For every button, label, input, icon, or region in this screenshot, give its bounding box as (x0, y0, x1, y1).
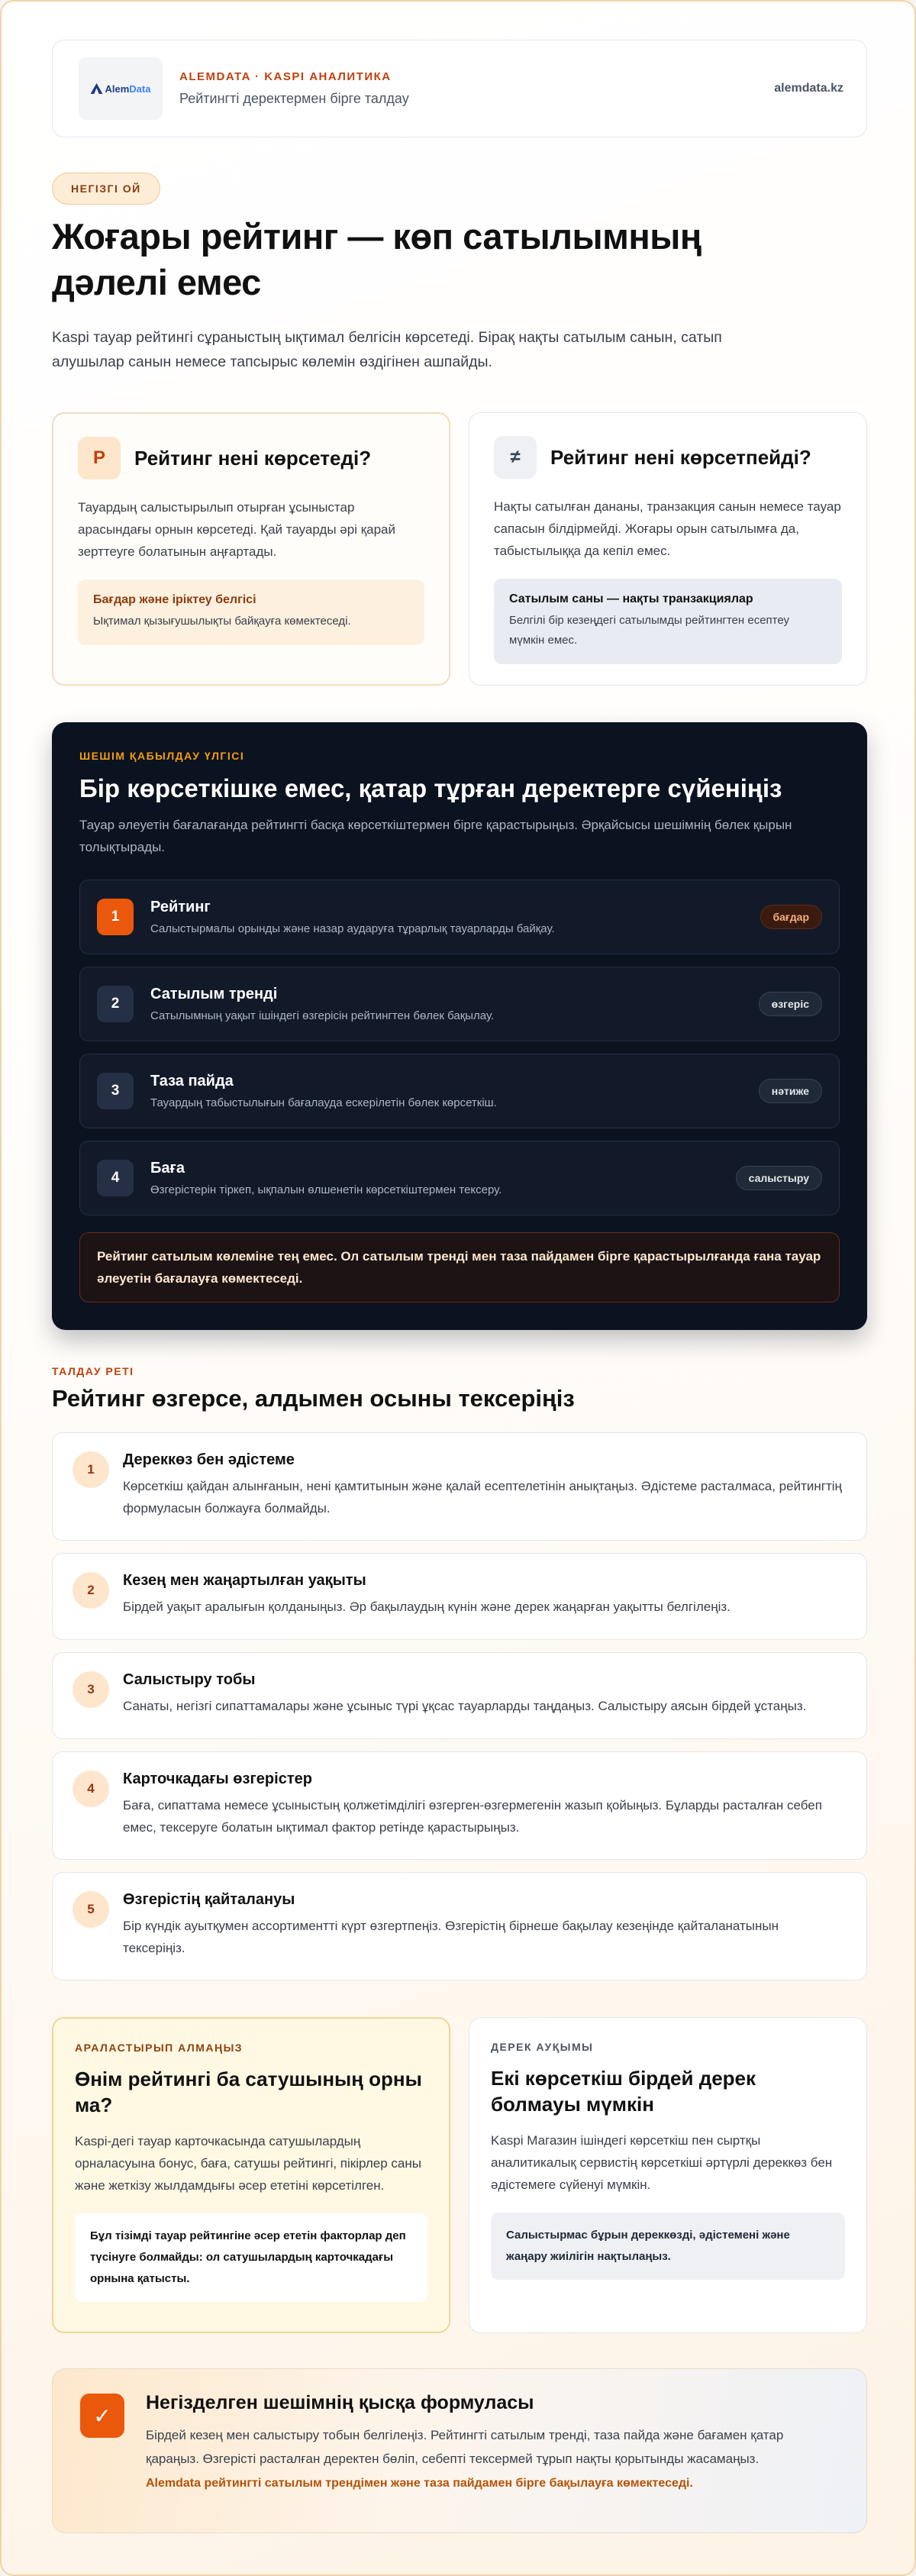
card-rating-not-shows (469, 412, 867, 686)
card-text: Тауардың салыстырылып отырған ұсыныстар арасындағы орнын көрсетеді. Қай тауарды әрі қарай зерттеуге болатынын аңғартады. (78, 500, 396, 559)
decision-title: Бір көрсеткішке емес, қатар тұрған деректерге сүйеніңіз (79, 774, 782, 802)
row-title: Баға (150, 1160, 185, 1177)
item-text: Көрсеткіш қайдан алынғанын, нені қамтитынын және қалай есептелетінін анықтаңыз. Әдістеме расталмаса, рейтингтің формуласын болжауға болмайды. (123, 1479, 842, 1516)
card-title: Рейтинг нені көрсетеді? (134, 446, 372, 470)
card-note-title: Сатылым саны — нақты транзакциялар (509, 592, 753, 605)
item-text: Бір күндік ауытқумен ассортиментті күрт өзгертпеңіз. Өзгерістің бірнеше бақылау кезеңінде қайталанатынын тексеріңіз. (123, 1919, 779, 1955)
decision-text: Тауар әлеуетін бағалағанда рейтингті басқа көрсеткіштермен бірге қарастырыңыз. Әрқайсысы шешімнің бөлек қырын толықтырады. (79, 818, 792, 854)
decision-row-sales-trend (79, 967, 840, 1041)
header (52, 40, 867, 137)
item-text: Баға, сипаттама немесе ұсыныстың қолжетімділігі өзгерген-өзгермегенін жазып қойыңыз. Бұларды расталған себеп емес, тексеруге болатын ықтимал фактор ретінде қарастырыңыз. (123, 1798, 822, 1835)
not-equal-icon: ≠ (494, 436, 537, 479)
card-rating-shows (52, 412, 450, 686)
card-text: Нақты сатылған дананы, транзакция санын немесе тауар сапасын білдірмейді. Жоғары орын сатылымға да, табыстылыққа да кепіл емес. (494, 499, 841, 558)
row-tag: бағдар (760, 905, 823, 929)
item-number: 3 (73, 1671, 109, 1708)
hero-pill: НЕГІЗГІ ОЙ (52, 173, 160, 205)
logo-text: AlemData (105, 82, 151, 95)
checklist-title: Рейтинг өзгерсе, алдымен осыны тексеріңіз (52, 1385, 575, 1412)
card-note: Салыстырмас бұрын дереккөзді, әдістемені және жаңару жиілігін нақтылаңыз. (491, 2213, 845, 2280)
checklist-item-comparison-group (52, 1652, 867, 1739)
row-subtitle: Салыстырмалы орынды және назар аударуға тұрарлық тауарларды байқау. (150, 922, 555, 935)
header-subtitle: Рейтингті деректермен бірге талдау (179, 91, 409, 106)
card-text: Kaspi-дегі тауар карточкасында сатушылардың орналасуына бонус, баға, сатушы рейтингі, пікірлер саны және жеткізу жылдамдығы әсер ететіні көрсетілген. (75, 2134, 421, 2193)
card-title: Рейтинг нені көрсетпейді? (550, 445, 811, 469)
row-number: 2 (97, 986, 134, 1022)
item-number: 5 (73, 1891, 109, 1928)
hero-title (52, 214, 867, 305)
item-title: Кезең мен жаңартылған уақыты (123, 1572, 366, 1589)
card-data-scope (469, 2017, 867, 2333)
summary-title: Негізделген шешімнің қысқа формуласы (146, 2392, 534, 2413)
row-number: 4 (97, 1160, 134, 1196)
card-note (494, 579, 842, 664)
header-brand: ALEMDATA · KASPI АНАЛИТИКА (179, 70, 392, 83)
card-do-not-confuse (52, 2017, 450, 2333)
checklist-item-card-changes (52, 1751, 867, 1860)
row-tag: нәтиже (759, 1079, 822, 1103)
hero-lead: Kaspi тауар рейтингі сұраныстың ықтимал белгісін көрсетеді. Бірақ нақты сатылым санын, сатып алушылар санын немесе тапсырыс көлемін өздігінен ашпайды. (52, 329, 722, 370)
card-note (78, 579, 424, 645)
row-subtitle: Сатылымның уақыт ішіндегі өзгерісін рейтингтен бөлек бақылау. (150, 1009, 495, 1022)
card-text: Kaspi Магазин ішіндегі көрсеткіш пен сыртқы аналитикалық сервистің көрсеткіші әртүрлі дереккөз бен әдістемеге сүйенуі мүмкін. (491, 2133, 833, 2192)
item-text: Бірдей уақыт аралығын қолданыңыз. Әр бақылаудың күнін және дерек жаңарған уақытты белгілеңіз. (123, 1600, 731, 1614)
checklist-label: ТАЛДАУ РЕТІ (52, 1365, 134, 1377)
decision-row-net-profit (79, 1054, 840, 1128)
card-label: АРАЛАСТЫРЫП АЛМАҢЫЗ (75, 2042, 244, 2054)
card-note-title: Бағдар және іріктеу белгісі (93, 593, 256, 606)
card-label: ДЕРЕК АУҚЫМЫ (491, 2041, 594, 2053)
card-note-text: Белгілі бір кезеңдегі сатылымды рейтингтен есептеу мүмкін емес. (509, 614, 790, 647)
row-number: 3 (97, 1073, 134, 1109)
row-subtitle: Тауардың табыстылығын бағалауда ескерілетін бөлек көрсеткіш. (150, 1096, 497, 1109)
card-title: Өнім рейтингі ба сатушының орны ма? (75, 2068, 422, 2116)
card-note-text: Ықтимал қызығушылықты байқауға көмектеседі. (93, 615, 351, 628)
card-title: Екі көрсеткіш бірдей дерек болмауы мүмкін (491, 2067, 756, 2116)
row-title: Рейтинг (150, 899, 211, 915)
card-note: Бұл тізімді тауар рейтингіне әсер ететін факторлар деп түсінуге болмайды: ол сатушылардың карточкадағы орнына қатысты. (75, 2213, 427, 2302)
row-tag: салыстыру (736, 1166, 822, 1190)
item-number: 1 (73, 1451, 109, 1488)
item-title: Дереккөз бен әдістеме (123, 1451, 295, 1468)
item-text: Санаты, негізгі сипаттамалары және ұсыныс түрі ұқсас тауарларды таңдаңыз. Салыстыру аясын бірдей ұстаңыз. (123, 1699, 807, 1713)
alemdata-logo[interactable] (79, 57, 163, 120)
row-title: Сатылым тренді (150, 986, 278, 1002)
row-subtitle: Өзгерістерін тіркеп, ықпалын өлшенетін көрсеткіштермен тексеру. (150, 1183, 502, 1196)
logo-mark-icon (91, 83, 103, 94)
decision-note: Рейтинг сатылым көлеміне тең емес. Ол сатылым тренді мен таза пайдамен бірге қарастырылғанда ғана тауар әлеуетін бағалауға көмектеседі. (79, 1232, 840, 1303)
summary-panel (52, 2368, 867, 2533)
decision-row-price (79, 1141, 840, 1215)
summary-brand-line: Alemdata рейтингті сатылым трендімен және таза пайдамен бірге бақылауға көмектеседі. (146, 2477, 693, 2490)
site-link[interactable]: alemdata.kz (774, 82, 843, 95)
decision-label: ШЕШІМ ҚАБЫЛДАУ ҮЛГІСІ (79, 750, 245, 762)
check-icon: ✓ (80, 2394, 124, 2438)
item-title: Салыстыру тобы (123, 1671, 256, 1688)
hero-title-line-1: Жоғары рейтинг — көп сатылымның (52, 216, 702, 257)
row-tag: өзгеріс (759, 992, 822, 1016)
decision-row-rating (79, 880, 840, 954)
item-title: Өзгерістің қайталануы (123, 1891, 295, 1908)
item-number: 4 (73, 1771, 109, 1807)
summary-text: Бірдей кезең мен салыстыру тобын белгілеңіз. Рейтингті сатылым тренді, таза пайда және бағамен қатар қараңыз. Өзгерісті расталған деректен бөліп, себепті тексермей тұрып нақты қорытынды жасамаңыз. (146, 2428, 784, 2466)
item-title: Карточкадағы өзгерістер (123, 1771, 312, 1787)
checklist-item-repetition (52, 1872, 867, 1980)
row-title: Таза пайда (150, 1073, 234, 1089)
row-number: 1 (97, 899, 134, 935)
rating-letter-icon: P (78, 437, 121, 479)
hero-title-line-2: дәлелі емес (52, 262, 261, 302)
header-text (179, 70, 409, 107)
checklist-item-source (52, 1432, 867, 1541)
checklist-item-period (52, 1553, 867, 1640)
item-number: 2 (73, 1572, 109, 1609)
decision-model-panel (52, 722, 867, 1330)
